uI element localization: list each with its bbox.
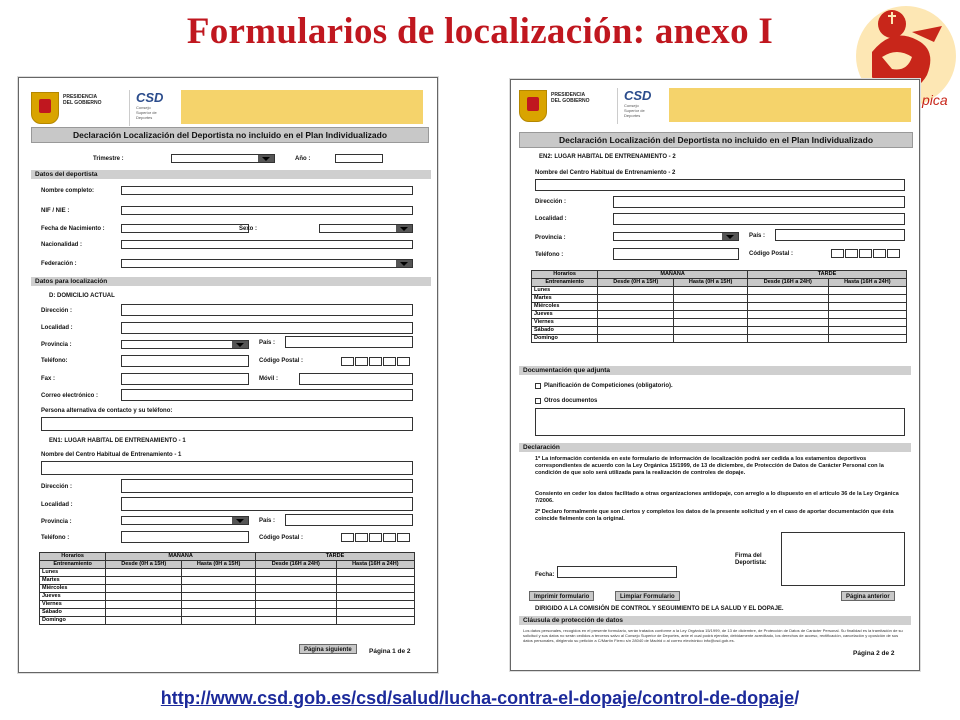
nif-input[interactable] — [121, 206, 413, 215]
codigo-postal-input[interactable] — [341, 357, 411, 366]
movil-label: Móvil : — [259, 376, 278, 382]
direccion3-label: Dirección : — [535, 199, 567, 205]
localidad2-input[interactable] — [121, 497, 413, 511]
table-row: Domingo — [532, 335, 907, 343]
provincia3-select[interactable] — [613, 232, 739, 241]
telefono2-input[interactable] — [121, 531, 249, 543]
codigo-postal3-input[interactable] — [831, 249, 901, 258]
domicilio-heading: D: DOMICILIO ACTUAL — [49, 293, 115, 299]
schedule-table-2 — [531, 270, 907, 343]
page-number: Página 2 de 2 — [853, 650, 895, 657]
section-datos-deportista: Datos del deportista — [31, 170, 431, 179]
pais-label: País : — [259, 340, 276, 346]
table-row: Miércoles — [532, 303, 907, 311]
firma-label: Firma del Deportista: — [735, 553, 767, 566]
en2-heading: EN2: LUGAR HABITAL DE ENTRENAMIENTO - 2 — [539, 154, 676, 160]
fax-label: Fax : — [41, 376, 56, 382]
col-header: Hasta (0H a 15H) — [674, 279, 748, 287]
table-row: Jueves — [532, 311, 907, 319]
centro-label: Nombre del Centro Habitual de Entrenamiento - 1 — [41, 452, 182, 458]
csd-logo: CSD Consejo Superior de Deportes — [129, 90, 176, 126]
telefono-input[interactable] — [121, 355, 249, 367]
previous-page-button[interactable]: Página anterior — [841, 591, 895, 601]
gov-label: PRESIDENCIA DEL GOBIERNO — [551, 92, 590, 104]
fecha-nacimiento-label: Fecha de Nacimiento : — [41, 226, 105, 232]
telefono3-input[interactable] — [613, 248, 739, 260]
codigo-postal2-input[interactable] — [341, 533, 411, 542]
chevron-down-icon — [396, 260, 412, 267]
table-row: Sábado — [40, 609, 415, 617]
provincia2-select[interactable] — [121, 516, 249, 525]
correo-input[interactable] — [121, 389, 413, 401]
col-header: Desde (0H a 15H) — [598, 279, 674, 287]
declaracion-paragraph-1: 1º La información contenida en este formulario de información de localización podrá ser cedida a los estamentos deportivos correspondientes de acuerdo con la Ley Orgánica 15/1999, de 13 de diciembre, de Protección de Datos de Carácter Personal con la condición de que solo será utilizada para la realización de controles de dopaje. — [535, 456, 884, 476]
table-row: Lunes — [532, 287, 907, 295]
fecha-input[interactable] — [557, 566, 677, 578]
provincia3-label: Provincia : — [535, 235, 566, 241]
direccion2-input[interactable] — [121, 479, 413, 493]
pais3-label: País : — [749, 233, 766, 239]
table-row: Lunes — [40, 569, 415, 577]
pais2-label: País : — [259, 518, 276, 524]
section-declaracion: Declaración — [519, 443, 911, 452]
provincia-label: Provincia : — [41, 342, 72, 348]
manana-header: MAÑANA — [106, 553, 256, 561]
chevron-down-icon — [232, 517, 248, 524]
clausula-text: Los datos personales, recogidos en el presente formulario, serán tratados conforme a la Ley Orgánica 15/1999, de 13 de diciembre, de Protección de Datos de Carácter Personal. Su finalidad es la tramitación de su solicitud y sus datos no serán cedidos a terceros salvo al Consejo Superior de Deportes, ante el cual podrá ejercitar, debidamente acreditado, los derechos de acceso, rectificación, cancelación y oposición de sus datos personales, dirigiendo su petición a C/Martín Fierro s/n 28040 de Madrid o al correo electrónico info@csd.gob.es. — [523, 628, 903, 643]
codigo-postal-label: Código Postal : — [259, 358, 303, 364]
table-row: Jueves — [40, 593, 415, 601]
gov-banner — [31, 90, 423, 132]
section-clausula: Cláusula de protección de datos — [519, 616, 911, 625]
nacionalidad-label: Nacionalidad : — [41, 242, 83, 248]
nif-label: NIF / NIE : — [41, 208, 70, 214]
planificacion-label: Planificación de Competiciones (obligatorio). — [544, 383, 673, 389]
source-url-link[interactable]: http://www.csd.gob.es/csd/salud/lucha-contra-el-dopaje/control-de-dopaje — [160, 688, 795, 708]
declaracion-paragraph-2: Consiento en ceder los datos facilitado a otras organizaciones antidopaje, con arreglo a lo dispuesto en el artículo 36 de la Ley Orgánica 7/2006. — [535, 491, 899, 504]
table-row: Viernes — [40, 601, 415, 609]
chevron-down-icon — [258, 155, 274, 162]
nombre-label: Nombre completo: — [41, 188, 95, 194]
sexo-label: Sexo : — [239, 226, 258, 232]
localidad3-input[interactable] — [613, 213, 905, 225]
persona-contacto-input[interactable] — [41, 417, 413, 431]
localidad-label: Localidad : — [41, 325, 73, 331]
manana-header: MAÑANA — [598, 271, 748, 279]
print-button[interactable]: Imprimir formulario — [529, 591, 594, 601]
en1-heading: EN1: LUGAR HABITAL DE ENTRENAMIENTO - 1 — [49, 438, 186, 444]
direccion-label: Dirección : — [41, 308, 73, 314]
source-url-tail: / — [794, 688, 800, 708]
pais-input[interactable] — [285, 336, 413, 348]
next-page-button[interactable]: Página siguiente — [299, 644, 357, 654]
page-number: Página 1 de 2 — [369, 648, 411, 655]
nombre-input[interactable] — [121, 186, 413, 195]
col-header: Hasta (16H a 24H) — [336, 561, 414, 569]
table-row: Miércoles — [40, 585, 415, 593]
telefono-label: Teléfono: — [41, 358, 68, 364]
provincia2-label: Provincia : — [41, 519, 72, 525]
direccion2-label: Dirección : — [41, 484, 73, 490]
planificacion-checkbox[interactable] — [535, 383, 541, 389]
anio-label: Año : — [295, 156, 311, 162]
telefono2-label: Teléfono : — [41, 535, 70, 541]
section-datos-localizacion: Datos para localización — [31, 277, 431, 286]
centro-input[interactable] — [41, 461, 413, 475]
chevron-down-icon — [232, 341, 248, 348]
otros-documentos-input[interactable] — [535, 408, 905, 436]
form-title: Declaración Localización del Deportista no incluido en el Plan Individualizado — [31, 127, 429, 143]
table-row: Viernes — [532, 319, 907, 327]
logo-text: pica — [922, 92, 948, 108]
otros-documentos-label: Otros documentos — [544, 398, 598, 404]
codigo-postal2-label: Código Postal : — [259, 535, 303, 541]
declaracion-paragraph-3: 2º Declaro formalmente que son ciertos y completos los datos de la presente solicitud y en el caso de aportar documentación que ésta coincide fielmente con la original. — [535, 509, 894, 522]
centro2-label: Nombre del Centro Habitual de Entrenamiento - 2 — [535, 170, 676, 176]
direccion3-input[interactable] — [613, 196, 905, 208]
codigo-postal3-label: Código Postal : — [749, 251, 793, 257]
form-page-1 — [18, 77, 438, 673]
tab-entrenamiento[interactable]: Entrenamiento — [40, 561, 106, 569]
tab-entrenamiento[interactable]: Entrenamiento — [532, 279, 598, 287]
col-header: Desde (16H a 24H) — [255, 561, 336, 569]
pais2-input[interactable] — [285, 514, 413, 526]
pais3-input[interactable] — [775, 229, 905, 241]
centro2-input[interactable] — [535, 179, 905, 191]
trimestre-label: Trimestre : — [93, 156, 124, 162]
clear-button[interactable]: Limpiar Formulario — [615, 591, 680, 601]
trimestre-select[interactable] — [171, 154, 275, 163]
telefono3-label: Teléfono : — [535, 252, 564, 258]
slide-title: Formularios de localización: anexo I — [186, 11, 774, 52]
movil-input[interactable] — [299, 373, 413, 385]
form-page-2 — [510, 79, 920, 671]
col-header: Hasta (16H a 24H) — [828, 279, 906, 287]
persona-contacto-label: Persona alternativa de contacto y su teléfono: — [41, 408, 173, 414]
tab-horarios[interactable]: Horarios — [40, 553, 106, 561]
table-row: Sábado — [532, 327, 907, 335]
federacion-label: Federación : — [41, 261, 77, 267]
col-header: Desde (0H a 15H) — [106, 561, 182, 569]
gov-label: PRESIDENCIA DEL GOBIERNO — [63, 94, 102, 106]
tarde-header: TARDE — [255, 553, 414, 561]
localidad2-label: Localidad : — [41, 502, 73, 508]
nacionalidad-input[interactable] — [121, 240, 413, 249]
table-row: Martes — [532, 295, 907, 303]
chevron-down-icon — [396, 225, 412, 232]
col-header: Desde (16H a 24H) — [747, 279, 828, 287]
anio-input[interactable] — [335, 154, 383, 163]
spain-coat-of-arms-icon — [519, 90, 547, 122]
fecha-label: Fecha: — [535, 572, 555, 578]
localidad3-label: Localidad : — [535, 216, 567, 222]
source-url[interactable] — [0, 688, 960, 709]
firma-input[interactable] — [781, 532, 905, 586]
fax-input[interactable] — [121, 373, 249, 385]
tab-horarios[interactable]: Horarios — [532, 271, 598, 279]
tarde-header: TARDE — [747, 271, 906, 279]
form-title: Declaración Localización del Deportista no incluido en el Plan Individualizado — [519, 132, 913, 148]
federacion-select[interactable] — [121, 259, 413, 268]
csd-logo: CSD Consejo Superior de Deportes — [617, 88, 664, 124]
dirigido-text: DIRIGIDO A LA COMISIÓN DE CONTROL Y SEGUIMIENTO DE LA SALUD Y EL DOPAJE. — [535, 606, 784, 612]
provincia-select[interactable] — [121, 340, 249, 349]
spain-coat-of-arms-icon — [31, 92, 59, 124]
table-row: Martes — [40, 577, 415, 585]
fecha-nacimiento-input[interactable] — [121, 224, 249, 233]
otros-documentos-checkbox[interactable] — [535, 398, 541, 404]
sexo-select[interactable] — [319, 224, 413, 233]
localidad-input[interactable] — [121, 322, 413, 334]
schedule-table-1 — [39, 552, 415, 625]
section-documentacion: Documentación que adjunta — [519, 366, 911, 375]
chevron-down-icon — [722, 233, 738, 240]
gov-banner — [519, 88, 911, 130]
direccion-input[interactable] — [121, 304, 413, 316]
table-row: Domingo — [40, 617, 415, 625]
col-header: Hasta (0H a 15H) — [182, 561, 256, 569]
correo-label: Correo electrónico : — [41, 393, 99, 399]
